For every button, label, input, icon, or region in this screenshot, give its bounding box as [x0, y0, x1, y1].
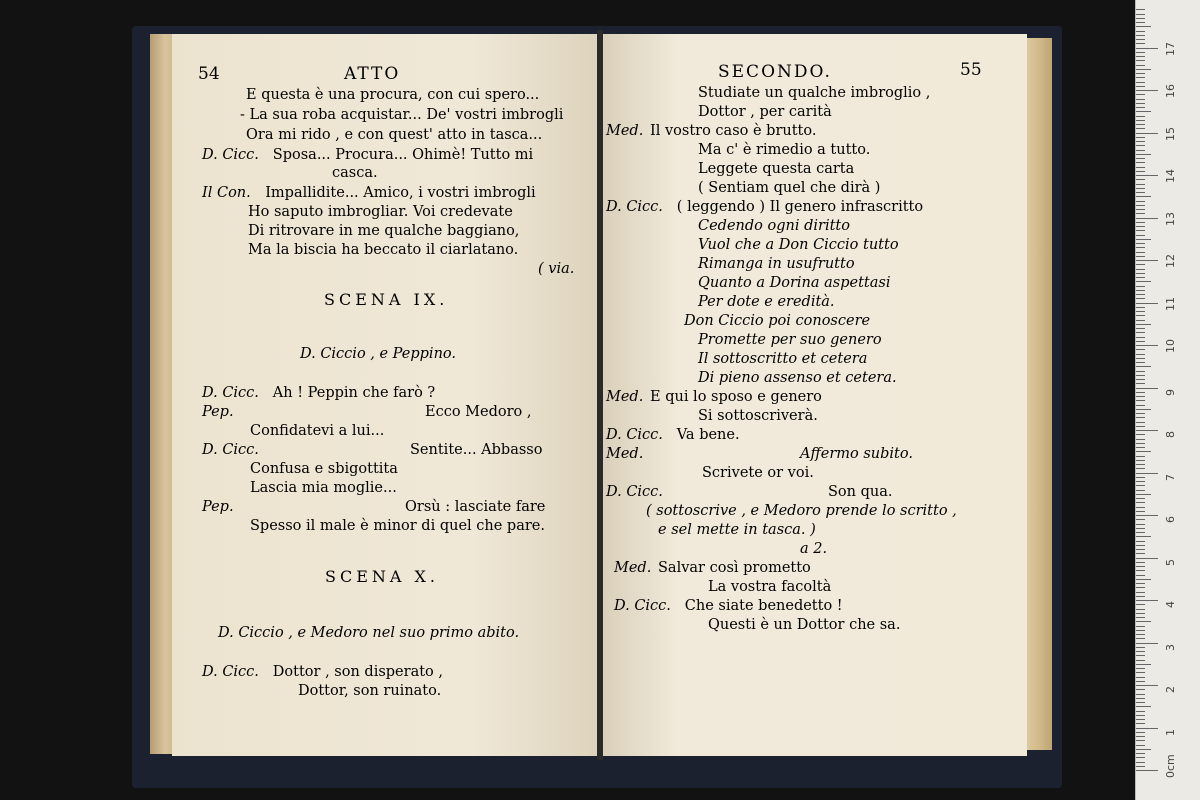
left-line-speaker: Pep.	[202, 499, 234, 515]
ruler-tick-minor	[1136, 86, 1145, 87]
ruler-number: 10	[1164, 339, 1177, 353]
ruler-tick-major	[1136, 728, 1158, 729]
ruler-tick-minor	[1136, 447, 1145, 448]
ruler-tick-minor	[1136, 35, 1145, 36]
ruler-tick-minor	[1136, 507, 1145, 508]
ruler-tick-major	[1136, 473, 1158, 474]
ruler-tick-minor	[1136, 120, 1145, 121]
ruler-tick-major	[1136, 48, 1158, 49]
ruler-number: 6	[1164, 516, 1177, 523]
right-line-text: Quanto a Dorina aspettasi	[698, 275, 891, 291]
ruler-tick-minor	[1136, 634, 1145, 635]
ruler-tick-minor	[1136, 613, 1145, 614]
ruler-tick-minor	[1136, 413, 1145, 414]
right-line-text: ( Sentiam quel che dirà )	[698, 180, 881, 196]
ruler-tick-major	[1136, 770, 1158, 771]
left-line-text: Dottor, son ruinato.	[298, 683, 442, 699]
right-line-text: Salvar così prometto	[658, 560, 811, 576]
ruler-tick-minor	[1136, 664, 1151, 665]
ruler-tick-minor	[1136, 354, 1145, 355]
ruler-tick-minor	[1136, 579, 1151, 580]
ruler-tick-minor	[1136, 524, 1145, 525]
ruler-number: 9	[1164, 388, 1177, 396]
left-line-text: Spesso il male è minor di quel che pare.	[250, 518, 545, 534]
right-line-text: Il vostro caso è brutto.	[650, 123, 817, 139]
ruler-tick-major	[1136, 175, 1158, 176]
ruler-number: 12	[1164, 254, 1177, 268]
ruler-tick-minor	[1136, 702, 1145, 703]
ruler-tick-minor	[1136, 158, 1145, 159]
ruler-tick-minor	[1136, 668, 1145, 669]
ruler-tick-minor	[1136, 43, 1145, 44]
ruler-tick-minor	[1136, 26, 1151, 27]
ruler-tick-minor	[1136, 154, 1151, 155]
right-line-speaker: Med.	[606, 389, 644, 405]
ruler-tick-minor	[1136, 498, 1145, 499]
ruler-number: 13	[1164, 211, 1177, 226]
ruler-tick-minor	[1136, 749, 1151, 750]
ruler-number: 17	[1164, 41, 1177, 56]
ruler-tick-minor	[1136, 9, 1145, 10]
ruler-tick-minor	[1136, 60, 1145, 61]
ruler-tick-minor	[1136, 328, 1145, 329]
ruler-tick-minor	[1136, 566, 1145, 567]
ruler-tick-minor	[1136, 532, 1145, 533]
left-line-text: Confusa e sbigottita	[250, 461, 398, 477]
ruler-tick-minor	[1136, 745, 1145, 746]
ruler-tick-minor	[1136, 137, 1145, 138]
ruler-tick-minor	[1136, 443, 1145, 444]
ruler-tick-minor	[1136, 545, 1145, 546]
right-line-text: ( sottoscrive , e Medoro prende lo scritto ,	[646, 503, 957, 519]
scene-cast: D. Ciccio , e Peppino.	[300, 346, 456, 362]
ruler-tick-minor	[1136, 39, 1145, 40]
ruler-tick-minor	[1136, 366, 1151, 367]
ruler-tick-minor	[1136, 592, 1145, 593]
right-line-text: Di pieno assenso et cetera.	[698, 370, 897, 386]
ruler-tick-minor	[1136, 575, 1145, 576]
ruler-tick-minor	[1136, 715, 1145, 716]
right-line-text: a 2.	[800, 541, 828, 557]
right-line-text: Don Ciccio poi conoscere	[684, 313, 871, 329]
ruler-tick-minor	[1136, 358, 1145, 359]
ruler-tick-minor	[1136, 396, 1145, 397]
ruler-tick-minor	[1136, 209, 1145, 210]
right-line-text: Per dote e eredità.	[698, 294, 835, 310]
left-line-text: ( via.	[538, 261, 575, 277]
ruler-tick-minor	[1136, 587, 1145, 588]
right-line-speaker: D. Cicc.	[606, 484, 663, 500]
ruler-tick-minor	[1136, 99, 1145, 100]
ruler-tick-minor	[1136, 626, 1145, 627]
left-line-speaker: Il Con.	[202, 185, 251, 201]
ruler-tick-minor	[1136, 256, 1145, 257]
ruler-number: 0cm	[1164, 754, 1177, 778]
left-line-text: Ho saputo imbrogliar. Voi credevate	[248, 204, 513, 220]
ruler-number: 2	[1164, 686, 1177, 693]
ruler-tick-minor	[1136, 456, 1145, 457]
ruler-tick-minor	[1136, 341, 1145, 342]
right-line-text: E qui lo sposo e genero	[650, 389, 822, 405]
left-line-text: Ora mi rido , e con quest' atto in tasca...	[246, 127, 543, 143]
ruler-tick-minor	[1136, 188, 1145, 189]
running-header-right: SECONDO.	[718, 62, 832, 82]
ruler-tick-minor	[1136, 73, 1145, 74]
right-line-text: Son qua.	[828, 484, 893, 500]
running-header-left: ATTO	[344, 64, 401, 84]
ruler-tick-minor	[1136, 56, 1145, 57]
right-line-text: e sel mette in tasca. )	[658, 522, 816, 538]
ruler-tick-major	[1136, 345, 1158, 346]
ruler-tick-minor	[1136, 150, 1145, 151]
ruler-tick-major	[1136, 388, 1158, 389]
ruler-tick-minor	[1136, 426, 1145, 427]
measuring-ruler	[1135, 0, 1200, 800]
ruler-tick-minor	[1136, 18, 1145, 19]
right-line-text: Che siate benedetto !	[684, 598, 843, 614]
ruler-number: 15	[1164, 126, 1177, 141]
ruler-tick-minor	[1136, 439, 1145, 440]
ruler-tick-minor	[1136, 192, 1145, 193]
ruler-tick-minor	[1136, 528, 1145, 529]
ruler-tick-minor	[1136, 277, 1145, 278]
ruler-tick-minor	[1136, 549, 1145, 550]
right-line-text: ( leggendo ) Il genero infrascritto	[676, 199, 924, 215]
ruler-tick-minor	[1136, 286, 1145, 287]
ruler-tick-minor	[1136, 14, 1145, 15]
ruler-tick-minor	[1136, 694, 1145, 695]
ruler-tick-minor	[1136, 762, 1145, 763]
ruler-tick-minor	[1136, 468, 1145, 469]
scene-heading: SCENA X.	[325, 567, 439, 586]
ruler-tick-major	[1136, 260, 1158, 261]
ruler-tick-minor	[1136, 298, 1145, 299]
left-line-text: Ah ! Peppin che farò ?	[272, 385, 436, 401]
ruler-tick-minor	[1136, 269, 1145, 270]
ruler-tick-minor	[1136, 757, 1145, 758]
right-line-text: Va bene.	[676, 427, 740, 443]
ruler-number: 7	[1164, 473, 1177, 481]
scene-cast: D. Ciccio , e Medoro nel suo primo abito.	[218, 625, 520, 641]
ruler-tick-minor	[1136, 677, 1145, 678]
ruler-number: 1	[1164, 728, 1177, 736]
ruler-tick-minor	[1136, 184, 1145, 185]
ruler-tick-minor	[1136, 124, 1145, 125]
ruler-tick-minor	[1136, 553, 1145, 554]
ruler-tick-minor	[1136, 141, 1145, 142]
ruler-tick-minor	[1136, 196, 1151, 197]
ruler-tick-minor	[1136, 111, 1151, 112]
ruler-tick-minor	[1136, 201, 1145, 202]
ruler-tick-minor	[1136, 604, 1145, 605]
ruler-tick-minor	[1136, 371, 1145, 372]
ruler-tick-minor	[1136, 617, 1145, 618]
right-line-speaker: D. Cicc.	[606, 427, 663, 443]
ruler-tick-minor	[1136, 417, 1145, 418]
ruler-tick-minor	[1136, 94, 1145, 95]
ruler-number: 5	[1164, 558, 1177, 566]
ruler-tick-minor	[1136, 162, 1145, 163]
ruler-tick-minor	[1136, 477, 1145, 478]
ruler-tick-minor	[1136, 409, 1151, 410]
ruler-tick-minor	[1136, 167, 1145, 168]
left-line-text: Di ritrovare in me qualche baggiano,	[248, 223, 520, 239]
ruler-tick-minor	[1136, 22, 1145, 23]
ruler-tick-minor	[1136, 732, 1145, 733]
right-line-text: Leggete questa carta	[698, 161, 855, 177]
ruler-tick-minor	[1136, 494, 1151, 495]
ruler-tick-minor	[1136, 609, 1145, 610]
ruler-tick-minor	[1136, 315, 1145, 316]
book-gutter	[597, 30, 603, 760]
right-line-text: Ma c' è rimedio a tutto.	[698, 142, 871, 158]
ruler-tick-minor	[1136, 434, 1145, 435]
page-number-left: 54	[198, 64, 220, 84]
ruler-tick-minor	[1136, 451, 1151, 452]
ruler-tick-major	[1136, 218, 1158, 219]
right-line-speaker: Med.	[606, 123, 644, 139]
right-line-text: Scrivete or voi.	[702, 465, 814, 481]
ruler-tick-minor	[1136, 672, 1145, 673]
ruler-tick-minor	[1136, 52, 1145, 53]
ruler-tick-minor	[1136, 69, 1151, 70]
ruler-tick-minor	[1136, 273, 1145, 274]
ruler-tick-minor	[1136, 128, 1145, 129]
ruler-tick-minor	[1136, 290, 1145, 291]
right-line-text: La vostra facoltà	[708, 579, 832, 595]
right-line-speaker: Med.	[606, 446, 644, 462]
scene-heading: SCENA IX.	[324, 290, 449, 309]
right-line-text: Rimanga in usufrutto	[698, 256, 855, 272]
ruler-tick-minor	[1136, 77, 1145, 78]
ruler-tick-minor	[1136, 222, 1145, 223]
right-line-text: Dottor , per carità	[698, 104, 832, 120]
ruler-tick-minor	[1136, 621, 1151, 622]
ruler-tick-minor	[1136, 583, 1145, 584]
ruler-tick-minor	[1136, 422, 1145, 423]
ruler-tick-minor	[1136, 324, 1151, 325]
ruler-tick-minor	[1136, 239, 1151, 240]
ruler-tick-minor	[1136, 252, 1145, 253]
left-line-text: Orsù : lasciate fare	[405, 499, 546, 515]
ruler-tick-minor	[1136, 103, 1145, 104]
ruler-tick-minor	[1136, 82, 1145, 83]
ruler-tick-minor	[1136, 281, 1151, 282]
ruler-tick-minor	[1136, 307, 1145, 308]
ruler-tick-minor	[1136, 213, 1145, 214]
left-line-text: Impallidite... Amico, i vostri imbrogli	[265, 185, 536, 201]
ruler-tick-minor	[1136, 481, 1145, 482]
right-line-text: Il sottoscritto et cetera	[698, 351, 868, 367]
right-line-text: Si sottoscriverà.	[698, 408, 818, 424]
left-line-text: - La sua roba acquistar... De' vostri imbrogli	[240, 107, 564, 123]
ruler-tick-minor	[1136, 171, 1145, 172]
ruler-tick-minor	[1136, 235, 1145, 236]
left-line-text: E questa è una procura, con cui spero...	[246, 87, 540, 103]
ruler-tick-minor	[1136, 460, 1145, 461]
ruler-tick-minor	[1136, 630, 1145, 631]
ruler-tick-major	[1136, 558, 1158, 559]
left-line-speaker: D. Cicc.	[202, 385, 259, 401]
ruler-tick-minor	[1136, 107, 1145, 108]
ruler-tick-major	[1136, 685, 1158, 686]
ruler-tick-minor	[1136, 392, 1145, 393]
ruler-tick-minor	[1136, 596, 1145, 597]
left-line-speaker: D. Cicc.	[202, 664, 259, 680]
ruler-number: 14	[1164, 169, 1177, 183]
ruler-tick-minor	[1136, 65, 1145, 66]
ruler-tick-minor	[1136, 116, 1145, 117]
ruler-number: 3	[1164, 643, 1177, 651]
ruler-tick-minor	[1136, 383, 1145, 384]
ruler-number: 11	[1164, 296, 1177, 311]
ruler-tick-minor	[1136, 490, 1145, 491]
ruler-tick-minor	[1136, 375, 1145, 376]
ruler-tick-minor	[1136, 511, 1145, 512]
ruler-tick-major	[1136, 90, 1158, 91]
ruler-tick-minor	[1136, 205, 1145, 206]
ruler-tick-minor	[1136, 711, 1145, 712]
left-line-speaker: Pep.	[202, 404, 234, 420]
ruler-tick-minor	[1136, 736, 1145, 737]
ruler-tick-minor	[1136, 638, 1145, 639]
right-line-text: Studiate un qualche imbroglio ,	[698, 85, 931, 101]
ruler-tick-minor	[1136, 651, 1145, 652]
right-line-speaker: D. Cicc.	[606, 199, 663, 215]
page-number-right: 55	[960, 60, 982, 80]
ruler-tick-minor	[1136, 655, 1145, 656]
ruler-tick-minor	[1136, 660, 1145, 661]
left-line-text: Confidatevi a lui...	[250, 423, 385, 439]
ruler-tick-minor	[1136, 485, 1145, 486]
ruler-tick-minor	[1136, 179, 1145, 180]
ruler-tick-minor	[1136, 740, 1145, 741]
ruler-tick-minor	[1136, 226, 1145, 227]
right-line-text: Affermo subito.	[800, 446, 913, 462]
left-line-text: Sentite... Abbasso	[410, 442, 543, 458]
ruler-tick-minor	[1136, 294, 1145, 295]
left-line-text: casca.	[332, 165, 378, 181]
ruler-tick-minor	[1136, 536, 1151, 537]
ruler-tick-major	[1136, 303, 1158, 304]
left-line-text: Ma la biscia ha beccato il ciarlatano.	[248, 242, 519, 258]
ruler-tick-minor	[1136, 681, 1145, 682]
ruler-tick-major	[1136, 643, 1158, 644]
ruler-tick-minor	[1136, 362, 1145, 363]
left-line-speaker: D. Cicc.	[202, 147, 259, 163]
ruler-tick-minor	[1136, 311, 1145, 312]
left-line-text: Dottor , son disperato ,	[272, 664, 443, 680]
left-line-text: Ecco Medoro ,	[425, 404, 532, 420]
ruler-tick-minor	[1136, 541, 1145, 542]
ruler-tick-minor	[1136, 145, 1145, 146]
right-line-text: Cedendo ogni diritto	[698, 218, 850, 234]
ruler-tick-minor	[1136, 230, 1145, 231]
ruler-tick-minor	[1136, 689, 1145, 690]
right-line-text: Vuol che a Don Ciccio tutto	[698, 237, 899, 253]
ruler-tick-minor	[1136, 753, 1145, 754]
ruler-tick-major	[1136, 430, 1158, 431]
ruler-tick-minor	[1136, 519, 1145, 520]
ruler-tick-major	[1136, 515, 1158, 516]
ruler-tick-minor	[1136, 706, 1151, 707]
left-line-text: Lascia mia moglie...	[250, 480, 397, 496]
ruler-tick-minor	[1136, 247, 1145, 248]
ruler-tick-minor	[1136, 723, 1145, 724]
ruler-tick-major	[1136, 133, 1158, 134]
right-line-text: Questi è un Dottor che sa.	[708, 617, 901, 633]
ruler-tick-minor	[1136, 647, 1145, 648]
ruler-tick-minor	[1136, 562, 1145, 563]
left-line-text: Sposa... Procura... Ohimè! Tutto mi	[272, 147, 534, 163]
right-line-speaker: Med.	[614, 560, 652, 576]
ruler-tick-minor	[1136, 570, 1145, 571]
ruler-tick-major	[1136, 600, 1158, 601]
ruler-tick-minor	[1136, 320, 1145, 321]
ruler-tick-minor	[1136, 379, 1145, 380]
ruler-tick-minor	[1136, 400, 1145, 401]
ruler-tick-minor	[1136, 405, 1145, 406]
ruler-tick-minor	[1136, 31, 1145, 32]
ruler-tick-minor	[1136, 698, 1145, 699]
ruler-tick-minor	[1136, 766, 1145, 767]
ruler-tick-minor	[1136, 332, 1145, 333]
ruler-tick-minor	[1136, 243, 1145, 244]
ruler-number: 4	[1164, 601, 1177, 608]
ruler-tick-minor	[1136, 349, 1145, 350]
ruler-tick-minor	[1136, 464, 1145, 465]
left-line-speaker: D. Cicc.	[202, 442, 259, 458]
ruler-tick-minor	[1136, 264, 1145, 265]
ruler-tick-minor	[1136, 719, 1145, 720]
ruler-tick-minor	[1136, 337, 1145, 338]
right-line-text: Promette per suo genero	[698, 332, 882, 348]
ruler-number: 16	[1164, 84, 1177, 98]
ruler-number: 8	[1164, 431, 1177, 438]
ruler-tick-minor	[1136, 502, 1145, 503]
right-line-speaker: D. Cicc.	[614, 598, 671, 614]
